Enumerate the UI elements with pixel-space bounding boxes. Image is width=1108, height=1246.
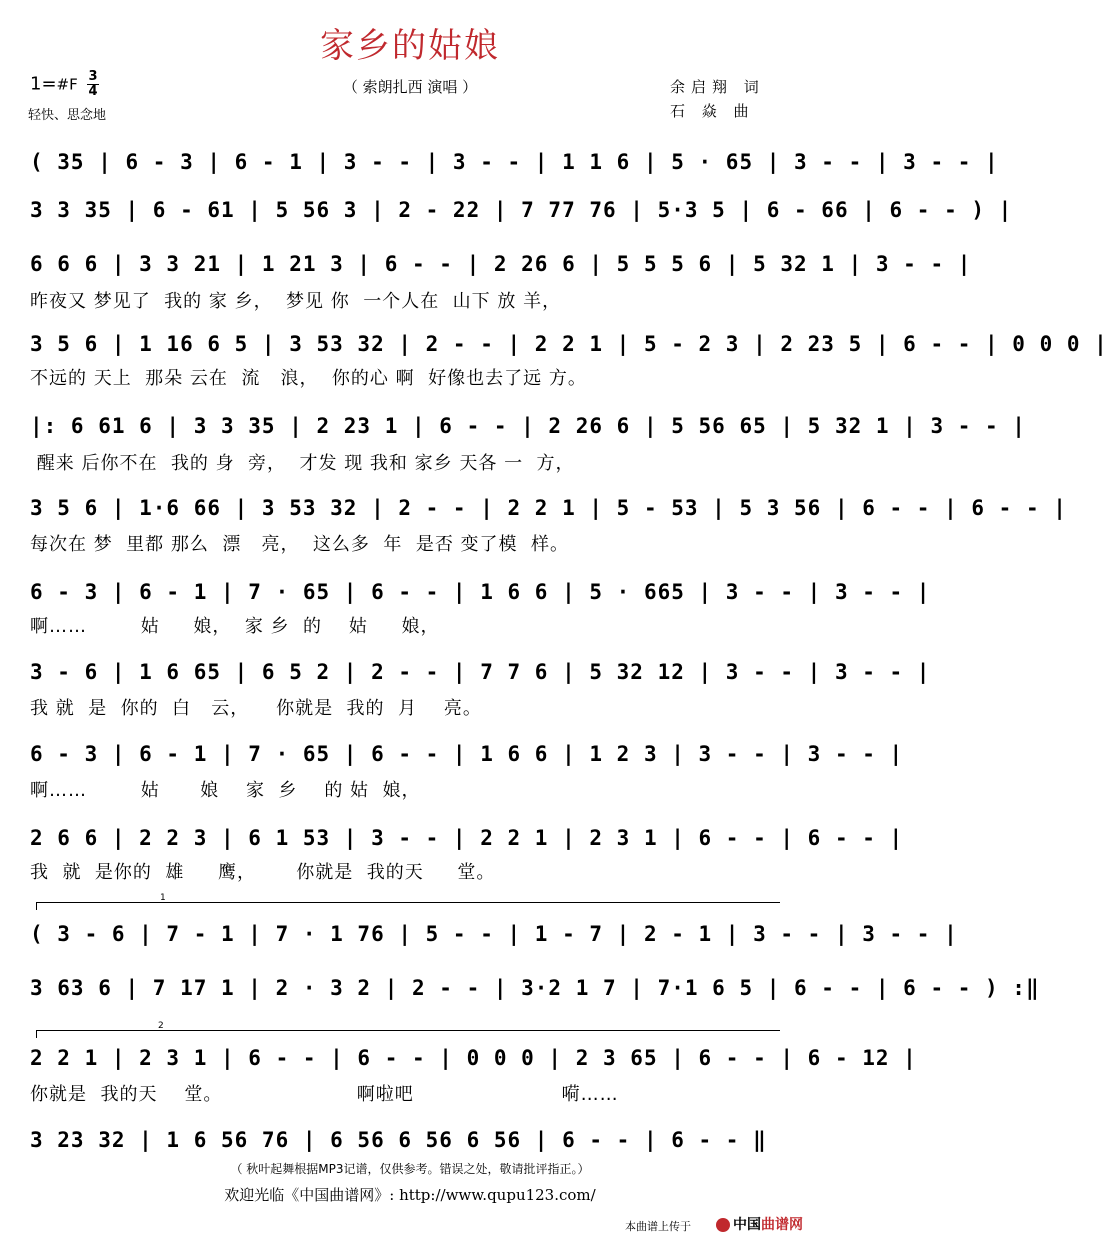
key-sharp: #F: [56, 75, 78, 94]
lyric-line-3: 昨夜又 梦见了 我的 家 乡， 梦见 你 一个人在 山下 放 羊，: [30, 291, 562, 312]
score-line-6: 3 5 6 | 1·6 66 | 3 53 32 | 2 - - | 2 2 1 | 5 - 53 | 5 3 56 | 6 - - | 6 - - |: [30, 496, 1067, 520]
transcriber-note: （ 秋叶起舞根据MP3记谱，仅供参考。错误之处，敬请批评指正。）: [230, 1162, 590, 1176]
volta-1-number: 1: [160, 893, 166, 903]
site-logo[interactable]: [716, 1214, 803, 1234]
score-line-1: ( 35 | 6 - 3 | 6 - 1 | 3 - - | 3 - - | 1 1 6 | 5 · 65 | 3 - - | 3 - - |: [30, 150, 999, 174]
score-line-7: 6 - 3 | 6 - 1 | 7 · 65 | 6 - - | 1 6 6 | 5 · 665 | 3 - - | 3 - - |: [30, 580, 931, 604]
lyric-line-9: 啊…… 姑 娘 家 乡 的 姑 娘，: [30, 780, 421, 801]
volta-2-line: [36, 1030, 780, 1031]
score-line-12: 3 63 6 | 7 17 1 | 2 · 3 2 | 2 - - | 3·2 1 7 | 7·1 6 5 | 6 - - | 6 - - ) :‖: [30, 976, 1040, 1000]
volta-1-line: [36, 902, 780, 903]
singer-credit: （ 索朗扎西 演唱 ）: [342, 78, 478, 96]
score-line-4: 3 5 6 | 1 16 6 5 | 3 53 32 | 2 - - | 2 2 1 | 5 - 2 3 | 2 23 5 | 6 - - | 0 0 0 |: [30, 332, 1108, 356]
score-line-2: 3 3 35 | 6 - 61 | 5 56 3 | 2 - 22 | 7 77 76 | 5·3 5 | 6 - 66 | 6 - - ) |: [30, 198, 1013, 222]
logo-icon: [716, 1218, 730, 1232]
song-title: 家乡的姑娘: [320, 26, 500, 66]
score-line-14: 3 23 32 | 1 6 56 76 | 6 56 6 56 6 56 | 6 - - | 6 - - ‖: [30, 1128, 767, 1152]
volta-1-tick: [36, 902, 37, 910]
welcome-link[interactable]: 欢迎光临《中国曲谱网》: http://www.qupu123.com/: [224, 1186, 596, 1204]
volta-2-tick: [36, 1030, 37, 1038]
lyric-line-10: 我 就 是你的 雄 鹰， 你就是 我的天 堂。: [30, 862, 496, 883]
score-line-13: 2 2 1 | 2 3 1 | 6 - - | 6 - - | 0 0 0 | 2 3 65 | 6 - - | 6 - 12 |: [30, 1046, 917, 1070]
time-bottom: 4: [88, 84, 98, 99]
score-line-3: 6 6 6 | 3 3 21 | 1 21 3 | 6 - - | 2 26 6 | 5 5 5 6 | 5 32 1 | 3 - - |: [30, 252, 972, 276]
lyric-line-7: 啊…… 姑 娘， 家 乡 的 姑 娘，: [30, 616, 440, 637]
score-line-11: ( 3 - 6 | 7 - 1 | 7 · 1 76 | 5 - - | 1 - 7 | 2 - 1 | 3 - - | 3 - - |: [30, 922, 958, 946]
upload-label: 本曲谱上传于: [625, 1220, 691, 1233]
logo-rest: 曲谱网: [761, 1217, 803, 1233]
score-line-10: 2 6 6 | 2 2 3 | 6 1 53 | 3 - - | 2 2 1 | 2 3 1 | 6 - - | 6 - - |: [30, 826, 904, 850]
score-line-9: 6 - 3 | 6 - 1 | 7 · 65 | 6 - - | 1 6 6 | 1 2 3 | 3 - - | 3 - - |: [30, 742, 904, 766]
lyric-line-4: 不远的 天上 那朵 云在 流 浪， 你的心 啊 好像也去了远 方。: [30, 368, 587, 389]
lyric-line-6: 每次在 梦 里都 那么 漂 亮， 这么多 年 是否 变了模 样。: [30, 534, 569, 555]
tempo-marking: 轻快、思念地: [28, 108, 107, 123]
lyric-line-13: 你就是 我的天 堂。 啊啦吧 嗬……: [30, 1084, 619, 1105]
lyric-line-5: 醒来 后你不在 我的 身 旁， 才发 现 我和 家乡 天各 一 方，: [30, 453, 575, 474]
time-top: 3: [88, 69, 98, 84]
score-line-8: 3 - 6 | 1 6 65 | 6 5 2 | 2 - - | 7 7 6 | 5 32 12 | 3 - - | 3 - - |: [30, 660, 931, 684]
composer-credit: 石 焱 曲: [670, 102, 755, 120]
volta-2-number: 2: [158, 1021, 164, 1031]
key-label: 1=: [30, 73, 57, 95]
score-line-5: |: 6 61 6 | 3 3 35 | 2 23 1 | 6 - - | 2 26 6 | 5 56 65 | 5 32 1 | 3 - - |: [30, 414, 1026, 438]
lyric-line-8: 我 就 是 你的 白 云， 你就是 我的 月 亮。: [30, 698, 482, 719]
lyricist-credit: 余启翔 词: [670, 78, 765, 96]
logo-cn: 中国: [733, 1217, 761, 1233]
